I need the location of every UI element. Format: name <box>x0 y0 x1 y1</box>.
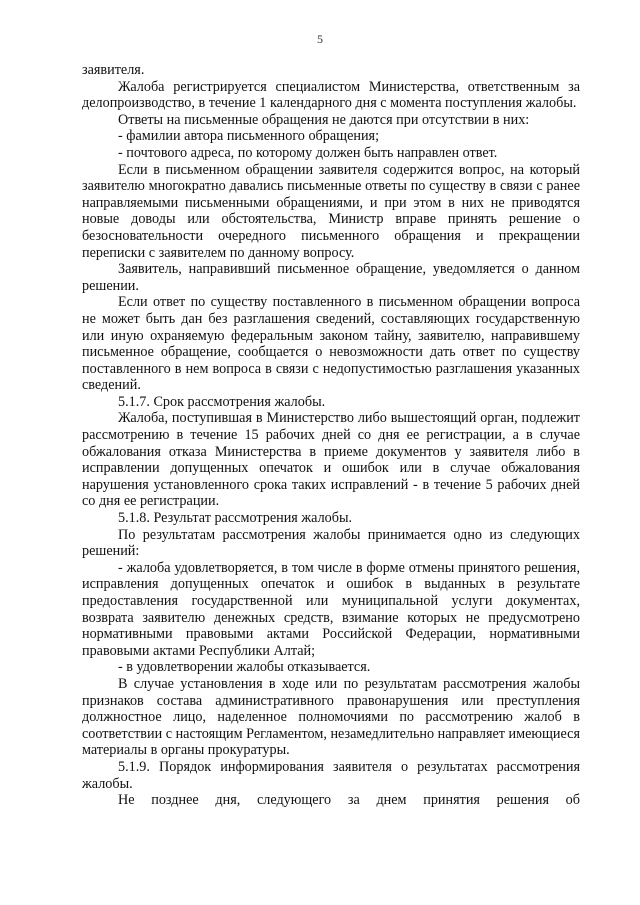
paragraph: По результатам рассмотрения жалобы принимается одно из следующих решений: <box>82 526 580 560</box>
paragraph: Жалоба, поступившая в Министерство либо вышестоящий орган, подлежит рассмотрению в течение 15 рабочих дней со дня ее регистрации, а в случае обжалования отказа Министерства в приеме документов у заявителя либо в исправлении допущенных опечаток и ошибок или в случае обжалования нарушения установленного срока таких исправлений - в течение 5 рабочих дней со дня ее регистрации. <box>82 410 580 510</box>
paragraph: заявителя. <box>82 62 145 78</box>
document-body <box>82 0 580 809</box>
paragraph: - жалоба удовлетворяется, в том числе в форме отмены принятого решения, исправления допущенных опечаток и ошибок в выданных в результате предоставления государственной или муниципальной услуги документах, возврата заявителю денежных средств, взимание которых не предусмотрено нормативными правовыми актами Российской Федерации, нормативными правовыми актами Республики Алтай; <box>82 559 580 659</box>
paragraph: - почтового адреса, по которому должен быть направлен ответ. <box>118 144 498 161</box>
paragraph: 5.1.8. Результат рассмотрения жалобы. <box>118 510 353 527</box>
paragraph: Не позднее дня, следующего за днем принятия решения об <box>118 792 580 809</box>
paragraph: Ответы на письменные обращения не даются при отсутствии в них: <box>118 111 530 128</box>
paragraph: Если в письменном обращении заявителя содержится вопрос, на который заявителю многократно давались письменные ответы по существу в связи с ранее направляемыми письменными обращениями, и при этом в них не приводятся новые доводы или обстоятельства, Министр вправе принять решение о безосновательности очередного письменного обращения и прекращении переписки с заявителем по данному вопросу. <box>82 161 580 261</box>
paragraph: Заявитель, направивший письменное обращение, уведомляется о данном решении. <box>82 261 580 294</box>
paragraph: - в удовлетворении жалобы отказывается. <box>118 659 371 676</box>
page-number: 5 <box>317 32 323 46</box>
paragraph: 5.1.7. Срок рассмотрения жалобы. <box>118 393 326 410</box>
paragraph: В случае установления в ходе или по результатам рассмотрения жалобы признаков состава административного правонарушения или преступления должностное лицо, наделенное полномочиями по рассмотрению жалоб в соответствии с настоящим Регламентом, незамедлительно направляет имеющиеся материалы в органы прокуратуры. <box>82 675 580 759</box>
paragraph: Жалоба регистрируется специалистом Министерства, ответственным за делопроизводство, в течение 1 календарного дня с момента поступления жалобы. <box>82 78 580 112</box>
paragraph: - фамилии автора письменного обращения; <box>118 128 380 145</box>
paragraph: Если ответ по существу поставленного в письменном обращении вопроса не может быть дан без разглашения сведений, составляющих государственную или иную охраняемую федеральным законом тайну, заявителю, направившему письменное обращение, сообщается о невозможности дать ответ по существу поставленного в нем вопроса в связи с недопустимостью разглашения указанных сведений. <box>82 294 580 394</box>
paragraph: 5.1.9. Порядок информирования заявителя о результатах рассмотрения жалобы. <box>82 758 580 792</box>
